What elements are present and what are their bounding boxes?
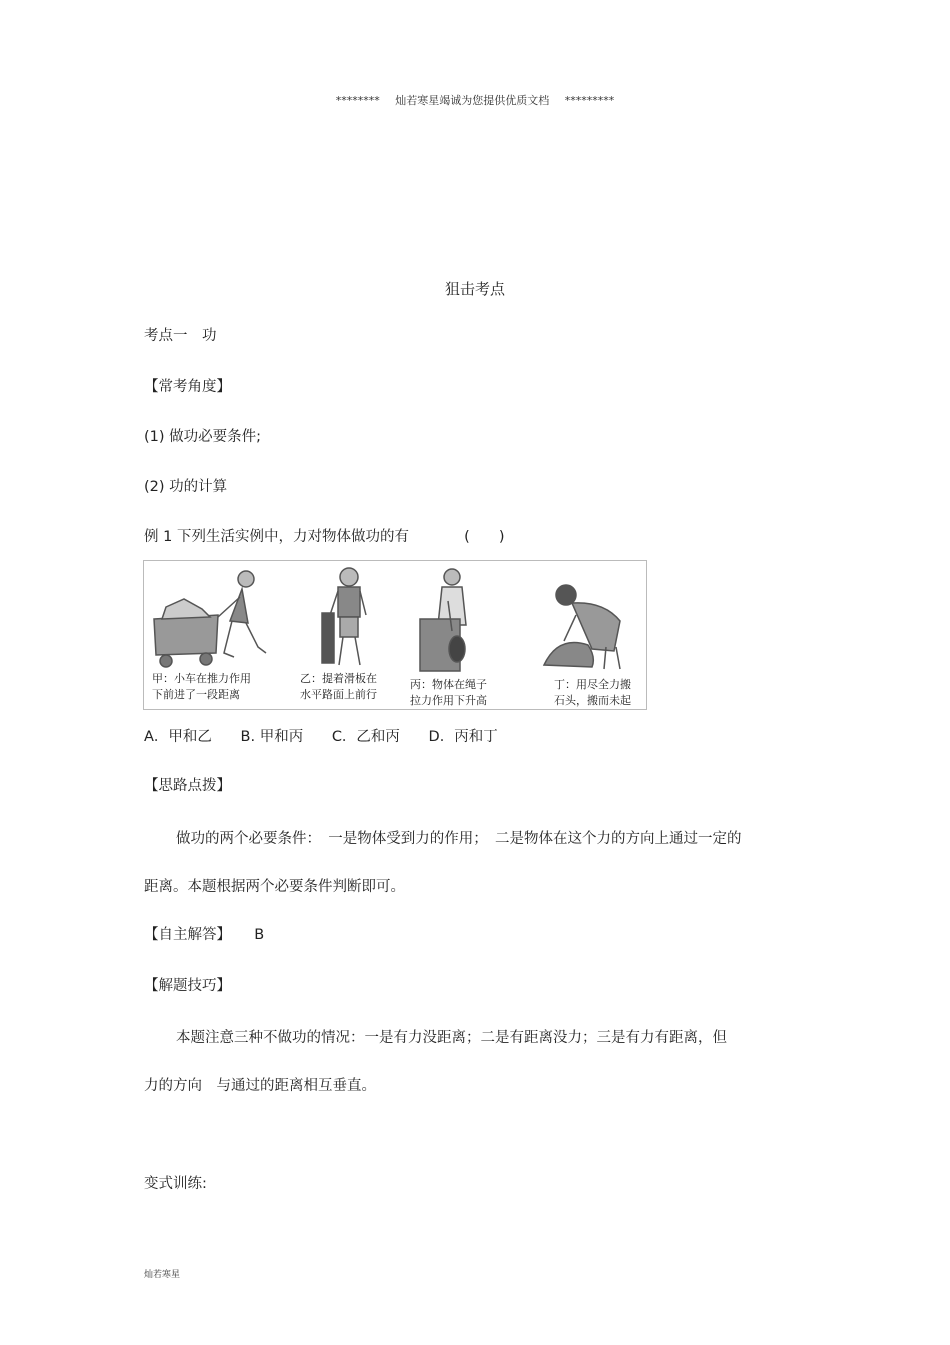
- tips-heading: 【解题技巧】: [144, 978, 231, 994]
- figure-caption-1: 甲：小车在推力作用 下前进了一段距离: [152, 672, 251, 701]
- example-paren: ( ): [464, 529, 505, 545]
- section-heading: 考点一 功: [144, 328, 217, 344]
- figure-caption-2: 乙：提着滑板在 水平路面上前行: [300, 672, 377, 701]
- cart-pushing-illustration: [154, 571, 266, 667]
- angle-item-2: (2) 功的计算: [144, 479, 228, 495]
- example-question: [144, 527, 505, 547]
- option-b: B. 甲和丙: [240, 729, 304, 745]
- header-text: 灿若寒星竭诚为您提供优质文档: [395, 94, 550, 107]
- answer-options: [144, 727, 522, 747]
- answer-value: B: [254, 927, 265, 943]
- page-header: [0, 92, 950, 108]
- option-c: C．乙和丙: [331, 729, 400, 745]
- example-label: 例 1 下列生活实例中，力对物体做功的有: [144, 529, 409, 545]
- rope-lifting-illustration: [420, 569, 466, 671]
- tips-line-1: 本题注意三种不做功的情况：一是有力没距离；二是有距离没力；三是有力有距离，但: [176, 1030, 727, 1046]
- answer-line: [144, 925, 264, 945]
- option-d: D．丙和丁: [428, 729, 498, 745]
- page-title: 狙击考点: [444, 280, 505, 298]
- figure-caption-4: 丁：用尽全力搬 石头，搬而未起: [554, 678, 631, 707]
- header-stars-left: ********: [335, 94, 380, 107]
- skateboard-carrying-illustration: [322, 568, 366, 665]
- example-figure: [143, 560, 647, 710]
- variant-heading: 变式训练:: [144, 1176, 207, 1192]
- header-stars-right: *********: [564, 94, 615, 107]
- hint-line-1: 做功的两个必要条件： 一是物体受到力的作用； 二是物体在这个力的方向上通过一定的: [176, 831, 742, 847]
- stone-lifting-illustration: [544, 585, 620, 669]
- figure-caption-3: 丙：物体在绳子 拉力作用下升高: [410, 678, 487, 707]
- hint-heading: 【思路点拨】: [144, 778, 231, 794]
- answer-heading: 【自主解答】: [144, 927, 231, 943]
- angle-heading: 【常考角度】: [144, 379, 231, 395]
- angle-item-1: (1) 做功必要条件;: [144, 429, 262, 445]
- option-a: A．甲和乙: [144, 729, 212, 745]
- tips-line-2: 力的方向 与通过的距离相互垂直。: [144, 1078, 376, 1094]
- page-footer: 灿若寒星: [144, 1270, 181, 1280]
- hint-line-2: 距离。本题根据两个必要条件判断即可。: [144, 879, 405, 895]
